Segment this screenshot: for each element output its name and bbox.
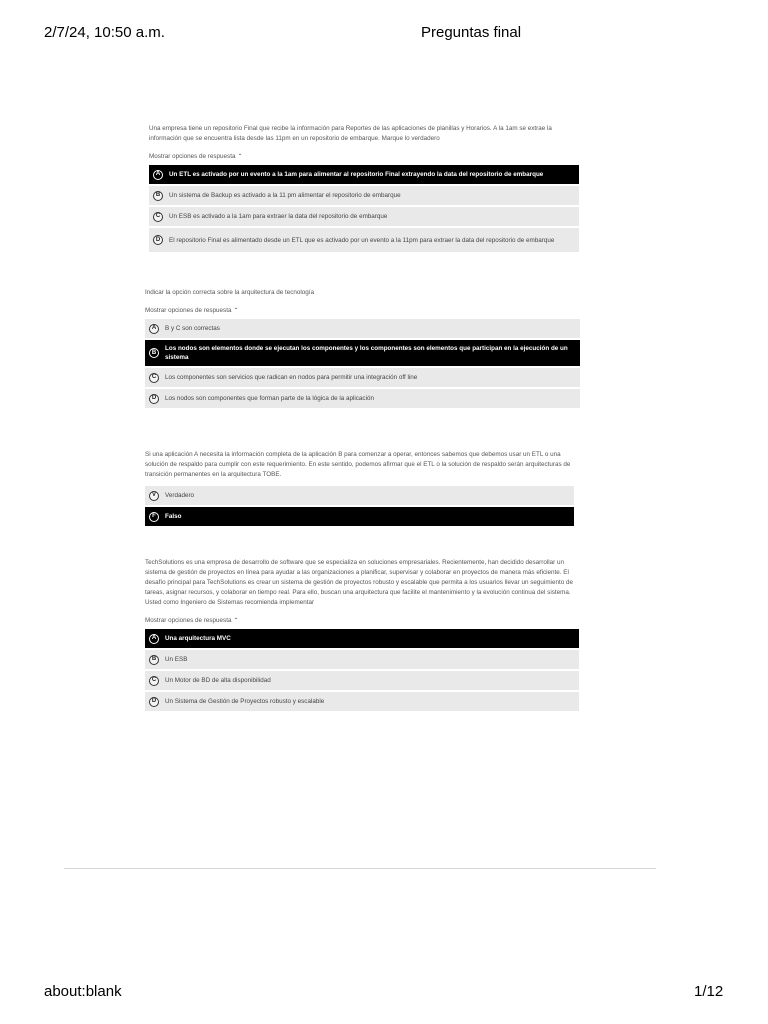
question-3 (145, 450, 574, 528)
answer-option-b[interactable] (145, 340, 580, 366)
answer-option-c[interactable] (145, 671, 579, 690)
option-letter-badge: B (149, 655, 159, 665)
option-label: Verdadero (165, 492, 195, 499)
options-list (145, 629, 579, 711)
option-letter-badge: B (149, 348, 159, 358)
option-letter-badge: D (153, 235, 163, 245)
option-letter-badge: F (149, 512, 159, 522)
option-label: B y C son correctas (165, 325, 220, 332)
show-options-toggle[interactable] (145, 616, 579, 626)
answer-option-a[interactable] (149, 165, 579, 184)
options-list (149, 165, 579, 252)
question-text: Si una aplicación A necesita la información completa de la aplicación B para comenzar a operar, entonces sabemos que debemos usar un ETL o una solución de respaldo para cumplir con este requerimiento. En este sentido, podemos afirmar que el ETL o la solución de respaldo serán arquitecturas de transición permanentes en la arquitectura TOBE. (145, 451, 571, 478)
show-options-toggle[interactable] (145, 306, 580, 316)
options-list (145, 319, 580, 408)
option-label: Un ETL es activado por un evento a la 1am para alimentar al repositorio Final extrayendo la data del repositorio de embarque (169, 171, 544, 178)
option-label: Los nodos son componentes que forman parte de la lógica de la aplicación (165, 395, 374, 402)
option-letter-badge: B (153, 191, 163, 201)
caret-up-icon: ⌃ (233, 308, 239, 314)
caret-up-icon: ⌃ (237, 154, 243, 160)
toggle-label: Mostrar opciones de respuesta (149, 153, 236, 160)
toggle-label: Mostrar opciones de respuesta (145, 617, 232, 624)
show-options-toggle[interactable] (149, 152, 579, 162)
option-letter-badge: A (149, 324, 159, 334)
question-text: Una empresa tiene un repositorio Final que recibe la información para Reportes de las aplicaciones de planillas y Horarios. A la 1am se extrae la información que se encuentra lista desde las 11pm en un repositorio de embarque. Marque lo verdadero (149, 125, 552, 142)
option-label: Falso (165, 513, 182, 520)
option-label: Un ESB es activado a la 1am para extraer la data del repositorio de embarque (169, 213, 388, 220)
question-2 (145, 288, 580, 410)
answer-option-a[interactable] (145, 629, 579, 648)
question-text: TechSolutions es una empresa de desarrollo de software que se especializa en soluciones empresariales. Recientemente, han decidido desarrollar un sistema de gestión de proyectos en línea para ayudar a las organizaciones a planificar, supervisar y colaborar en proyectos de manera más eficiente. El desafío principal para TechSolutions es crear un sistema de gestión de proyectos robusto y escalable que permita a los usuarios llevar un seguimiento de tareas, asignar recursos, y colaborar en tiempo real. Para ello, buscan una arquitectura que facilite el mantenimiento y la evolución continua del sistema. Usted como Ingeniero de Sistemas recomienda implementar (145, 559, 573, 606)
options-list (145, 486, 574, 526)
answer-option-b[interactable] (145, 650, 579, 669)
print-url: about:blank (44, 983, 122, 1000)
question-1 (149, 124, 579, 254)
page-divider (64, 868, 656, 869)
option-label: Un sistema de Backup es activado a la 11 pm alimentar el repositorio de embarque (169, 192, 401, 199)
option-letter-badge: C (149, 676, 159, 686)
answer-option-c[interactable] (145, 368, 580, 387)
question-4 (145, 558, 579, 713)
option-letter-badge: V (149, 491, 159, 501)
option-letter-badge: D (149, 394, 159, 404)
answer-option-d[interactable] (145, 692, 579, 711)
option-letter-badge: D (149, 697, 159, 707)
option-label: Un Sistema de Gestión de Proyectos robusto y escalable (165, 698, 325, 705)
option-letter-badge: A (149, 634, 159, 644)
print-title: Preguntas final (421, 24, 522, 41)
caret-up-icon: ⌃ (233, 618, 239, 624)
answer-option-f[interactable] (145, 507, 574, 526)
option-label: Una arquitectura MVC (165, 635, 231, 642)
question-text: Indicar la opción correcta sobre la arquitectura de tecnología (145, 289, 315, 296)
page-number: 1/12 (694, 983, 724, 1000)
option-label: Un ESB (165, 656, 188, 663)
option-label: El repositorio Final es alimentado desde un ETL que es activado por un evento a la 11pm para extraer la data del repositorio de embarque (169, 236, 555, 244)
toggle-label: Mostrar opciones de respuesta (145, 307, 232, 314)
answer-option-d[interactable] (149, 228, 579, 252)
option-label: Un Motor de BD de alta disponibilidad (165, 677, 271, 684)
print-datetime: 2/7/24, 10:50 a.m. (44, 24, 165, 41)
option-label: Los nodos son elementos donde se ejecutan los componentes y los componentes son elementos que participan en la ejecución de un sistema (165, 345, 568, 361)
answer-option-v[interactable] (145, 486, 574, 505)
option-letter-badge: A (153, 170, 163, 180)
option-label: Los componentes son servicios que radican en nodos para permitir una integración off line (165, 374, 418, 381)
option-letter-badge: C (149, 373, 159, 383)
option-letter-badge: C (153, 212, 163, 222)
answer-option-a[interactable] (145, 319, 580, 338)
answer-option-c[interactable] (149, 207, 579, 226)
answer-option-b[interactable] (149, 186, 579, 205)
answer-option-d[interactable] (145, 389, 580, 408)
